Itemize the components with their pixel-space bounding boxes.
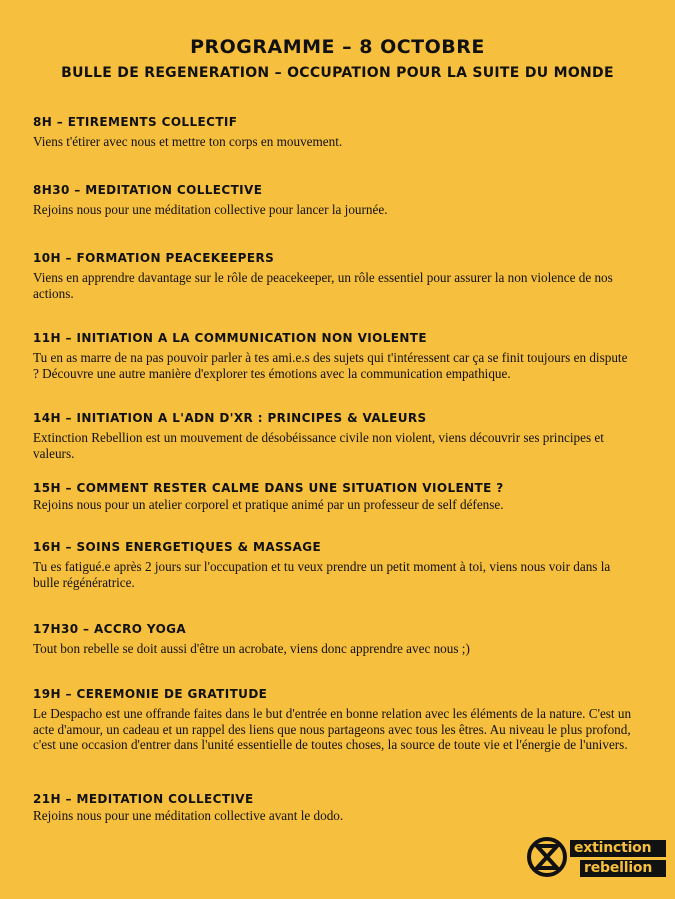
event-heading: 8H30 – MEDITATION COLLECTIVE: [33, 183, 263, 197]
event-description: Rejoins nous pour une méditation collective pour lancer la journée.: [33, 202, 388, 217]
event-16h: [33, 539, 633, 590]
event-8h30: [33, 182, 633, 218]
header: [0, 34, 675, 84]
event-description: Tu es fatigué.e après 2 jours sur l'occupation et tu veux prendre un petit moment à toi, viens nous voir dans la bulle régénératrice.: [33, 559, 611, 590]
logo-wordmark: [570, 840, 666, 880]
event-17h30: [33, 621, 633, 657]
event-heading: 14H – INITIATION A L'ADN D'XR : PRINCIPES & VALEURS: [33, 411, 427, 425]
event-heading: 17H30 – ACCRO YOGA: [33, 622, 187, 636]
event-11h: [33, 330, 633, 381]
event-description: Rejoins nous pour une méditation collective avant le dodo.: [33, 808, 344, 823]
event-heading: 19H – CEREMONIE DE GRATITUDE: [33, 687, 268, 701]
logo-line-rebellion: rebellion: [580, 860, 666, 877]
event-21h: [33, 791, 633, 824]
event-heading: 21H – MEDITATION COLLECTIVE: [33, 792, 254, 806]
event-description: Rejoins nous pour un atelier corporel et pratique animé par un professeur de self défense.: [33, 497, 504, 512]
event-10h: [33, 250, 633, 301]
event-description: Viens t'étirer avec nous et mettre ton corps en mouvement.: [33, 134, 343, 149]
event-15h: [33, 480, 633, 513]
event-14h: [33, 410, 633, 461]
event-heading: 8H – ETIREMENTS COLLECTIF: [33, 115, 238, 129]
event-description: Le Despacho est une offrande faites dans le but d'entrée en bonne relation avec les éléments de la nature. C'est un acte d'amour, un cadeau et un rappel des liens que nous partageons avec tous les êtres. Au niveau le plus profond, c'est une occasion d'entrer dans l'unité essentielle de toutes choses, la source de toute vie et l'énergie de l'univers.: [33, 706, 632, 752]
extinction-symbol-icon: [526, 836, 568, 878]
event-heading: 11H – INITIATION A LA COMMUNICATION NON VIOLENTE: [33, 331, 427, 345]
event-description: Tu en as marre de na pas pouvoir parler à tes ami.e.s des sujets qui t'intéressent car ça se finit toujours en dispute ? Découvre une autre manière d'explorer tes émotions avec la communication empathique.: [33, 350, 628, 381]
event-description: Viens en apprendre davantage sur le rôle de peacekeeper, un rôle essentiel pour assurer la non violence de nos actions.: [33, 270, 613, 301]
page-subtitle: BULLE DE REGENERATION – OCCUPATION POUR LA SUITE DU MONDE: [61, 65, 614, 81]
event-8h: [33, 114, 633, 150]
logo-line-extinction: extinction: [570, 840, 666, 857]
event-description: Extinction Rebellion est un mouvement de désobéissance civile non violent, viens découvrir ses principes et valeurs.: [33, 430, 604, 461]
event-description: Tout bon rebelle se doit aussi d'être un acrobate, viens donc apprendre avec nous ;): [33, 641, 470, 656]
event-heading: 10H – FORMATION PEACEKEEPERS: [33, 251, 275, 265]
event-19h: [33, 686, 633, 753]
event-heading: 15H – COMMENT RESTER CALME DANS UNE SITUATION VIOLENTE ?: [33, 481, 504, 495]
event-heading: 16H – SOINS ENERGETIQUES & MASSAGE: [33, 540, 322, 554]
page-title: PROGRAMME – 8 OCTOBRE: [190, 36, 485, 58]
extinction-rebellion-logo: [526, 836, 668, 886]
